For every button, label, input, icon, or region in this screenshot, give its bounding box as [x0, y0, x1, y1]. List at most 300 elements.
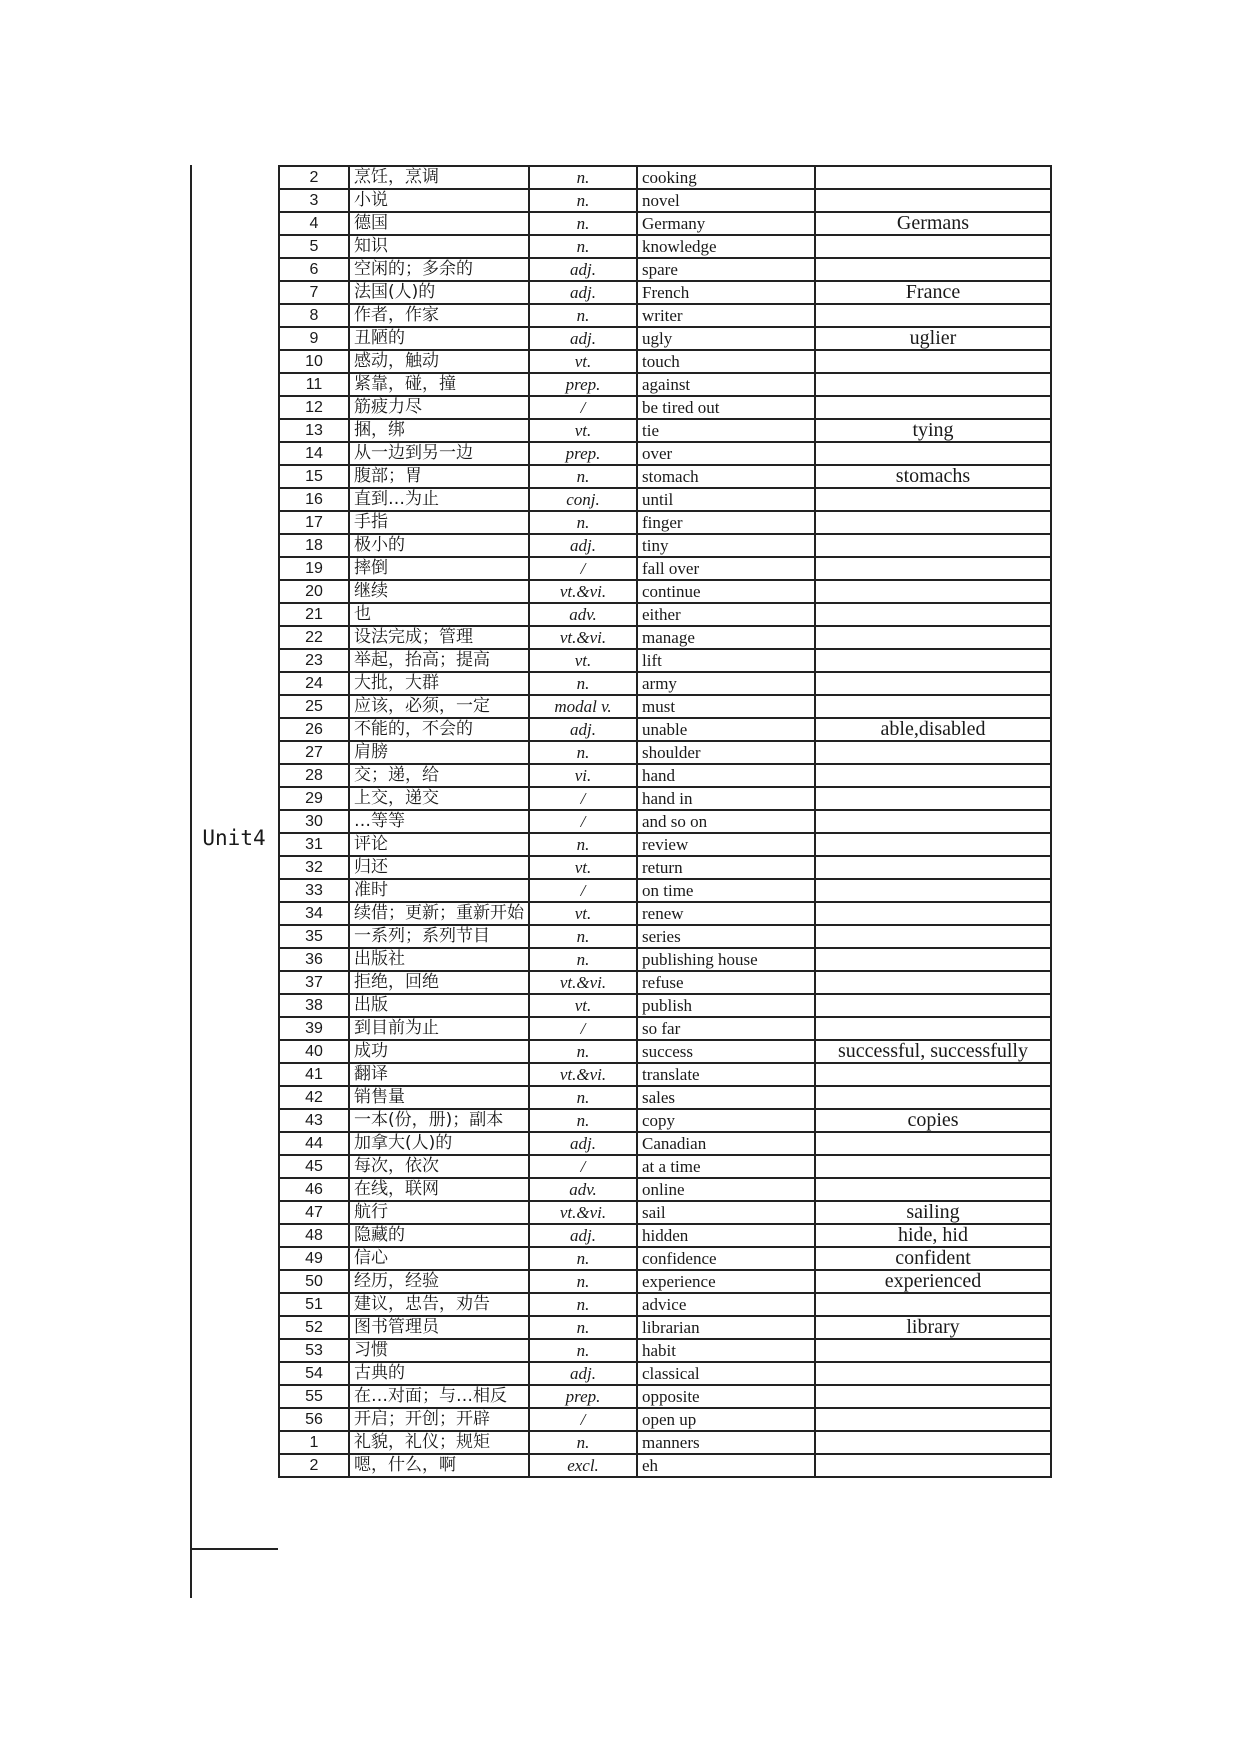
word-form-cell — [815, 534, 1051, 557]
chinese-meaning-cell: 紧靠，碰，撞 — [349, 373, 529, 396]
part-of-speech-cell: n. — [529, 672, 637, 695]
table-row — [279, 1201, 1051, 1224]
chinese-meaning-cell: 丑陋的 — [349, 327, 529, 350]
table-row — [279, 488, 1051, 511]
word-number-cell: 40 — [279, 1040, 349, 1063]
table-row — [279, 1109, 1051, 1132]
table-row — [279, 1454, 1051, 1477]
word-number-cell: 2 — [279, 1454, 349, 1477]
word-number-cell: 21 — [279, 603, 349, 626]
chinese-meaning-cell: 筋疲力尽 — [349, 396, 529, 419]
table-row — [279, 465, 1051, 488]
word-form-cell: sailing — [815, 1201, 1051, 1224]
part-of-speech-cell: n. — [529, 304, 637, 327]
english-word-cell: publishing house — [637, 948, 815, 971]
english-word-cell: must — [637, 695, 815, 718]
word-number-cell: 24 — [279, 672, 349, 695]
chinese-meaning-cell: 不能的，不会的 — [349, 718, 529, 741]
chinese-meaning-cell: 上交，递交 — [349, 787, 529, 810]
word-number-cell: 38 — [279, 994, 349, 1017]
word-number-cell: 16 — [279, 488, 349, 511]
chinese-meaning-cell: …等等 — [349, 810, 529, 833]
chinese-meaning-cell: 摔倒 — [349, 557, 529, 580]
word-form-cell — [815, 235, 1051, 258]
word-number-cell: 46 — [279, 1178, 349, 1201]
word-form-cell: library — [815, 1316, 1051, 1339]
chinese-meaning-cell: 准时 — [349, 879, 529, 902]
chinese-meaning-cell: 空闲的；多余的 — [349, 258, 529, 281]
table-row — [279, 1339, 1051, 1362]
word-number-cell: 19 — [279, 557, 349, 580]
word-number-cell: 9 — [279, 327, 349, 350]
word-number-cell: 44 — [279, 1132, 349, 1155]
word-form-cell: able,disabled — [815, 718, 1051, 741]
table-row — [279, 948, 1051, 971]
word-number-cell: 48 — [279, 1224, 349, 1247]
english-word-cell: spare — [637, 258, 815, 281]
word-form-cell — [815, 442, 1051, 465]
english-word-cell: publish — [637, 994, 815, 1017]
part-of-speech-cell: n. — [529, 1086, 637, 1109]
part-of-speech-cell: conj. — [529, 488, 637, 511]
table-row — [279, 212, 1051, 235]
table-row — [279, 649, 1051, 672]
part-of-speech-cell: / — [529, 810, 637, 833]
word-form-cell — [815, 994, 1051, 1017]
chinese-meaning-cell: 继续 — [349, 580, 529, 603]
word-form-cell — [815, 856, 1051, 879]
word-form-cell — [815, 672, 1051, 695]
table-row — [279, 1063, 1051, 1086]
english-word-cell: opposite — [637, 1385, 815, 1408]
word-form-cell — [815, 304, 1051, 327]
word-number-cell: 34 — [279, 902, 349, 925]
english-word-cell: against — [637, 373, 815, 396]
part-of-speech-cell: adj. — [529, 718, 637, 741]
chinese-meaning-cell: 图书管理员 — [349, 1316, 529, 1339]
part-of-speech-cell: vi. — [529, 764, 637, 787]
word-number-cell: 8 — [279, 304, 349, 327]
english-word-cell: hand in — [637, 787, 815, 810]
word-form-cell — [815, 166, 1051, 189]
word-number-cell: 53 — [279, 1339, 349, 1362]
chinese-meaning-cell: 续借；更新；重新开始 — [349, 902, 529, 925]
word-number-cell: 10 — [279, 350, 349, 373]
word-form-cell — [815, 787, 1051, 810]
chinese-meaning-cell: 手指 — [349, 511, 529, 534]
english-word-cell: unable — [637, 718, 815, 741]
word-form-cell: successful, successfully — [815, 1040, 1051, 1063]
chinese-meaning-cell: 开启；开创；开辟 — [349, 1408, 529, 1431]
word-number-cell: 3 — [279, 189, 349, 212]
chinese-meaning-cell: 销售量 — [349, 1086, 529, 1109]
part-of-speech-cell: n. — [529, 212, 637, 235]
english-word-cell: continue — [637, 580, 815, 603]
part-of-speech-cell: vt. — [529, 649, 637, 672]
part-of-speech-cell: vt. — [529, 994, 637, 1017]
table-row — [279, 1040, 1051, 1063]
part-of-speech-cell: n. — [529, 189, 637, 212]
table-row — [279, 603, 1051, 626]
part-of-speech-cell: adj. — [529, 258, 637, 281]
chinese-meaning-cell: 举起，抬高；提高 — [349, 649, 529, 672]
english-word-cell: classical — [637, 1362, 815, 1385]
english-word-cell: be tired out — [637, 396, 815, 419]
word-number-cell: 54 — [279, 1362, 349, 1385]
word-number-cell: 25 — [279, 695, 349, 718]
word-form-cell — [815, 649, 1051, 672]
chinese-meaning-cell: 嗯，什么，啊 — [349, 1454, 529, 1477]
english-word-cell: Canadian — [637, 1132, 815, 1155]
table-row — [279, 810, 1051, 833]
chinese-meaning-cell: 腹部；胃 — [349, 465, 529, 488]
word-form-cell: confident — [815, 1247, 1051, 1270]
english-word-cell: habit — [637, 1339, 815, 1362]
chinese-meaning-cell: 设法完成；管理 — [349, 626, 529, 649]
chinese-meaning-cell: 肩膀 — [349, 741, 529, 764]
table-row — [279, 787, 1051, 810]
table-row — [279, 1086, 1051, 1109]
word-number-cell: 45 — [279, 1155, 349, 1178]
table-row — [279, 580, 1051, 603]
word-form-cell — [815, 626, 1051, 649]
part-of-speech-cell: n. — [529, 166, 637, 189]
english-word-cell: review — [637, 833, 815, 856]
english-word-cell: Germany — [637, 212, 815, 235]
word-form-cell — [815, 1293, 1051, 1316]
word-form-cell: uglier — [815, 327, 1051, 350]
chinese-meaning-cell: 经历，经验 — [349, 1270, 529, 1293]
word-form-cell: stomachs — [815, 465, 1051, 488]
table-row — [279, 672, 1051, 695]
chinese-meaning-cell: 隐藏的 — [349, 1224, 529, 1247]
chinese-meaning-cell: 从一边到另一边 — [349, 442, 529, 465]
chinese-meaning-cell: 在线，联网 — [349, 1178, 529, 1201]
word-number-cell: 31 — [279, 833, 349, 856]
table-row — [279, 304, 1051, 327]
chinese-meaning-cell: 建议，忠告，劝告 — [349, 1293, 529, 1316]
word-number-cell: 55 — [279, 1385, 349, 1408]
word-number-cell: 47 — [279, 1201, 349, 1224]
part-of-speech-cell: n. — [529, 511, 637, 534]
word-number-cell: 5 — [279, 235, 349, 258]
table-row — [279, 419, 1051, 442]
chinese-meaning-cell: 每次，依次 — [349, 1155, 529, 1178]
word-number-cell: 52 — [279, 1316, 349, 1339]
english-word-cell: experience — [637, 1270, 815, 1293]
word-number-cell: 26 — [279, 718, 349, 741]
word-number-cell: 51 — [279, 1293, 349, 1316]
part-of-speech-cell: / — [529, 557, 637, 580]
table-row — [279, 350, 1051, 373]
word-number-cell: 36 — [279, 948, 349, 971]
english-word-cell: renew — [637, 902, 815, 925]
word-number-cell: 42 — [279, 1086, 349, 1109]
english-word-cell: knowledge — [637, 235, 815, 258]
part-of-speech-cell: / — [529, 879, 637, 902]
chinese-meaning-cell: 古典的 — [349, 1362, 529, 1385]
chinese-meaning-cell: 小说 — [349, 189, 529, 212]
english-word-cell: French — [637, 281, 815, 304]
english-word-cell: translate — [637, 1063, 815, 1086]
chinese-meaning-cell: 极小的 — [349, 534, 529, 557]
part-of-speech-cell: / — [529, 1017, 637, 1040]
table-row — [279, 557, 1051, 580]
word-form-cell — [815, 1178, 1051, 1201]
table-row — [279, 396, 1051, 419]
word-form-cell — [815, 350, 1051, 373]
word-form-cell — [815, 1086, 1051, 1109]
english-word-cell: series — [637, 925, 815, 948]
part-of-speech-cell: adj. — [529, 1362, 637, 1385]
english-word-cell: ugly — [637, 327, 815, 350]
word-form-cell — [815, 1362, 1051, 1385]
english-word-cell: tiny — [637, 534, 815, 557]
table-row — [279, 1431, 1051, 1454]
english-word-cell: so far — [637, 1017, 815, 1040]
table-row — [279, 281, 1051, 304]
part-of-speech-cell: prep. — [529, 442, 637, 465]
chinese-meaning-cell: 习惯 — [349, 1339, 529, 1362]
english-word-cell: either — [637, 603, 815, 626]
table-row — [279, 925, 1051, 948]
word-form-cell — [815, 925, 1051, 948]
word-form-cell — [815, 810, 1051, 833]
table-row — [279, 235, 1051, 258]
table-row — [279, 626, 1051, 649]
word-form-cell — [815, 373, 1051, 396]
word-form-cell — [815, 258, 1051, 281]
english-word-cell: and so on — [637, 810, 815, 833]
part-of-speech-cell: adj. — [529, 1224, 637, 1247]
english-word-cell: novel — [637, 189, 815, 212]
table-row — [279, 856, 1051, 879]
word-form-cell: hide, hid — [815, 1224, 1051, 1247]
part-of-speech-cell: n. — [529, 1040, 637, 1063]
part-of-speech-cell: vt.&vi. — [529, 1201, 637, 1224]
word-form-cell — [815, 488, 1051, 511]
part-of-speech-cell: n. — [529, 948, 637, 971]
word-form-cell — [815, 1017, 1051, 1040]
word-number-cell: 2 — [279, 166, 349, 189]
part-of-speech-cell: n. — [529, 741, 637, 764]
part-of-speech-cell: adv. — [529, 603, 637, 626]
chinese-meaning-cell: 评论 — [349, 833, 529, 856]
table-row — [279, 1247, 1051, 1270]
chinese-meaning-cell: 作者，作家 — [349, 304, 529, 327]
part-of-speech-cell: n. — [529, 235, 637, 258]
part-of-speech-cell: vt. — [529, 856, 637, 879]
part-of-speech-cell: n. — [529, 1431, 637, 1454]
english-word-cell: open up — [637, 1408, 815, 1431]
part-of-speech-cell: adv. — [529, 1178, 637, 1201]
english-word-cell: manage — [637, 626, 815, 649]
chinese-meaning-cell: 应该，必须，一定 — [349, 695, 529, 718]
word-number-cell: 50 — [279, 1270, 349, 1293]
word-form-cell — [815, 948, 1051, 971]
chinese-meaning-cell: 成功 — [349, 1040, 529, 1063]
word-number-cell: 41 — [279, 1063, 349, 1086]
word-number-cell: 23 — [279, 649, 349, 672]
word-form-cell — [815, 189, 1051, 212]
word-number-cell: 30 — [279, 810, 349, 833]
part-of-speech-cell: prep. — [529, 373, 637, 396]
part-of-speech-cell: vt.&vi. — [529, 1063, 637, 1086]
chinese-meaning-cell: 大批，大群 — [349, 672, 529, 695]
chinese-meaning-cell: 归还 — [349, 856, 529, 879]
word-form-cell — [815, 1339, 1051, 1362]
table-row — [279, 741, 1051, 764]
chinese-meaning-cell: 烹饪，烹调 — [349, 166, 529, 189]
word-form-cell — [815, 764, 1051, 787]
part-of-speech-cell: n. — [529, 1293, 637, 1316]
part-of-speech-cell: prep. — [529, 1385, 637, 1408]
english-word-cell: copy — [637, 1109, 815, 1132]
chinese-meaning-cell: 一本(份，册)；副本 — [349, 1109, 529, 1132]
table-row — [279, 166, 1051, 189]
english-word-cell: writer — [637, 304, 815, 327]
chinese-meaning-cell: 知识 — [349, 235, 529, 258]
unit-label: Unit4 — [202, 826, 266, 850]
word-number-cell: 20 — [279, 580, 349, 603]
chinese-meaning-cell: 礼貌，礼仪；规矩 — [349, 1431, 529, 1454]
table-row — [279, 442, 1051, 465]
word-number-cell: 4 — [279, 212, 349, 235]
word-number-cell: 29 — [279, 787, 349, 810]
word-form-cell — [815, 557, 1051, 580]
word-form-cell — [815, 902, 1051, 925]
chinese-meaning-cell: 翻译 — [349, 1063, 529, 1086]
english-word-cell: librarian — [637, 1316, 815, 1339]
word-number-cell: 33 — [279, 879, 349, 902]
table-row — [279, 994, 1051, 1017]
chinese-meaning-cell: 信心 — [349, 1247, 529, 1270]
part-of-speech-cell: vt.&vi. — [529, 626, 637, 649]
part-of-speech-cell: n. — [529, 1339, 637, 1362]
part-of-speech-cell: n. — [529, 1270, 637, 1293]
table-row — [279, 1408, 1051, 1431]
table-row — [279, 1316, 1051, 1339]
part-of-speech-cell: / — [529, 1408, 637, 1431]
english-word-cell: until — [637, 488, 815, 511]
english-word-cell: finger — [637, 511, 815, 534]
english-word-cell: manners — [637, 1431, 815, 1454]
word-form-cell — [815, 971, 1051, 994]
chinese-meaning-cell: 德国 — [349, 212, 529, 235]
table-row — [279, 1270, 1051, 1293]
table-row — [279, 902, 1051, 925]
part-of-speech-cell: / — [529, 787, 637, 810]
table-row — [279, 833, 1051, 856]
word-form-cell — [815, 879, 1051, 902]
english-word-cell: over — [637, 442, 815, 465]
part-of-speech-cell: n. — [529, 465, 637, 488]
english-word-cell: hand — [637, 764, 815, 787]
english-word-cell: touch — [637, 350, 815, 373]
chinese-meaning-cell: 出版社 — [349, 948, 529, 971]
chinese-meaning-cell: 到目前为止 — [349, 1017, 529, 1040]
table-row — [279, 1293, 1051, 1316]
chinese-meaning-cell: 也 — [349, 603, 529, 626]
word-number-cell: 13 — [279, 419, 349, 442]
word-number-cell: 14 — [279, 442, 349, 465]
word-form-cell — [815, 511, 1051, 534]
chinese-meaning-cell: 法国(人)的 — [349, 281, 529, 304]
english-word-cell: eh — [637, 1454, 815, 1477]
part-of-speech-cell: vt. — [529, 350, 637, 373]
english-word-cell: shoulder — [637, 741, 815, 764]
part-of-speech-cell: / — [529, 1155, 637, 1178]
word-number-cell: 37 — [279, 971, 349, 994]
word-form-cell: copies — [815, 1109, 1051, 1132]
word-number-cell: 18 — [279, 534, 349, 557]
word-form-cell — [815, 603, 1051, 626]
chinese-meaning-cell: 加拿大(人)的 — [349, 1132, 529, 1155]
chinese-meaning-cell: 捆，绑 — [349, 419, 529, 442]
part-of-speech-cell: modal v. — [529, 695, 637, 718]
part-of-speech-cell: n. — [529, 833, 637, 856]
part-of-speech-cell: / — [529, 396, 637, 419]
english-word-cell: lift — [637, 649, 815, 672]
word-form-cell — [815, 580, 1051, 603]
table-row — [279, 189, 1051, 212]
english-word-cell: success — [637, 1040, 815, 1063]
word-form-cell — [815, 1408, 1051, 1431]
english-word-cell: online — [637, 1178, 815, 1201]
chinese-meaning-cell: 拒绝，回绝 — [349, 971, 529, 994]
english-word-cell: cooking — [637, 166, 815, 189]
table-row — [279, 695, 1051, 718]
english-word-cell: advice — [637, 1293, 815, 1316]
english-word-cell: hidden — [637, 1224, 815, 1247]
word-number-cell: 6 — [279, 258, 349, 281]
english-word-cell: confidence — [637, 1247, 815, 1270]
english-word-cell: sail — [637, 1201, 815, 1224]
chinese-meaning-cell: 感动，触动 — [349, 350, 529, 373]
table-row — [279, 1132, 1051, 1155]
table-row — [279, 327, 1051, 350]
english-word-cell: tie — [637, 419, 815, 442]
word-form-cell — [815, 1155, 1051, 1178]
table-row — [279, 1362, 1051, 1385]
word-form-cell — [815, 1431, 1051, 1454]
word-form-cell: tying — [815, 419, 1051, 442]
part-of-speech-cell: adj. — [529, 1132, 637, 1155]
table-row — [279, 764, 1051, 787]
word-form-cell: France — [815, 281, 1051, 304]
table-row — [279, 718, 1051, 741]
word-number-cell: 32 — [279, 856, 349, 879]
word-number-cell: 28 — [279, 764, 349, 787]
word-form-cell: Germans — [815, 212, 1051, 235]
part-of-speech-cell: vt. — [529, 419, 637, 442]
chinese-meaning-cell: 交；递，给 — [349, 764, 529, 787]
part-of-speech-cell: adj. — [529, 327, 637, 350]
word-number-cell: 15 — [279, 465, 349, 488]
word-form-cell: experienced — [815, 1270, 1051, 1293]
chinese-meaning-cell: 直到…为止 — [349, 488, 529, 511]
part-of-speech-cell: n. — [529, 925, 637, 948]
english-word-cell: on time — [637, 879, 815, 902]
english-word-cell: refuse — [637, 971, 815, 994]
english-word-cell: at a time — [637, 1155, 815, 1178]
word-number-cell: 56 — [279, 1408, 349, 1431]
table-row — [279, 1155, 1051, 1178]
part-of-speech-cell: n. — [529, 1247, 637, 1270]
vocabulary-table — [278, 165, 1052, 1478]
vocabulary-table-body — [279, 166, 1051, 1477]
word-number-cell: 12 — [279, 396, 349, 419]
